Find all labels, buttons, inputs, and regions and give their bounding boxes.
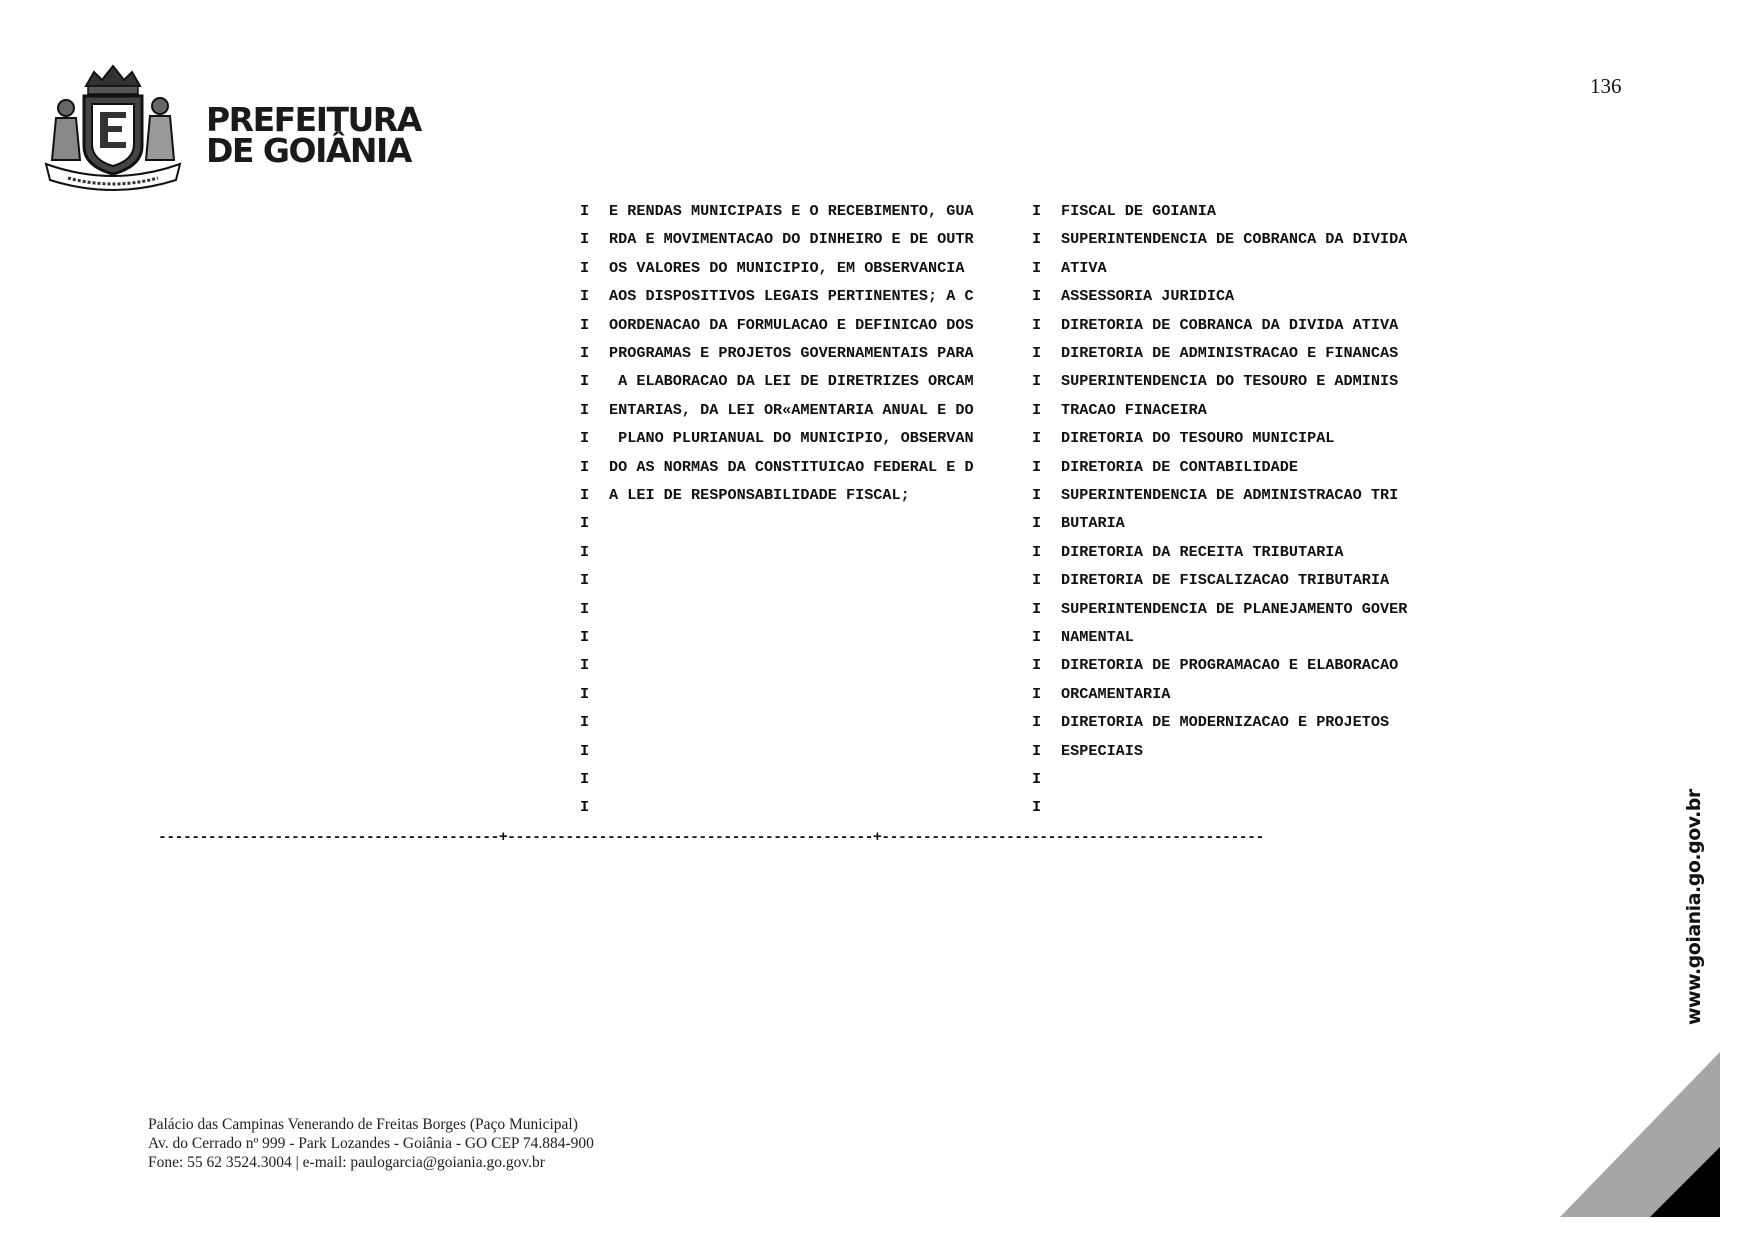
table-row (0, 600, 1754, 620)
row-organ: BUTARIA (1061, 514, 1125, 533)
separator-right: I (1032, 684, 1042, 703)
row-organ: DIRETORIA DE PROGRAMACAO E ELABORACAO (1061, 656, 1399, 675)
separator-right: I (1032, 230, 1042, 249)
table-row (0, 798, 1754, 818)
separator-left: I (580, 542, 590, 561)
row-organ: DIRETORIA DE COBRANCA DA DIVIDA ATIVA (1061, 315, 1399, 334)
row-description: A LEI DE RESPONSABILIDADE FISCAL; (609, 486, 910, 504)
row-description: E RENDAS MUNICIPAIS E O RECEBIMENTO, GUA (609, 202, 974, 220)
separator-left: I (580, 230, 590, 249)
table-row (0, 401, 1754, 421)
row-organ: ATIVA (1061, 258, 1107, 277)
row-organ: DIRETORIA DA RECEITA TRIBUTARIA (1061, 542, 1344, 561)
separator-right: I (1032, 713, 1042, 732)
row-organ: DIRETORIA DE CONTABILIDADE (1061, 457, 1298, 476)
table-bottom-rule: -----------------------------------------+--------------------------------------------+---------------------------------------------- (158, 830, 1264, 846)
footer-line-3: Fone: 55 62 3524.3004 | e-mail: paulogarcia@goiania.go.gov.br (148, 1154, 545, 1171)
separator-left: I (580, 656, 590, 675)
table-row (0, 344, 1754, 364)
separator-left: I (580, 400, 590, 419)
table-row (0, 259, 1754, 279)
row-organ: DIRETORIA DE MODERNIZACAO E PROJETOS (1061, 713, 1390, 732)
separator-right: I (1032, 599, 1042, 618)
separator-left: I (580, 770, 590, 788)
separator-right: I (1032, 287, 1042, 306)
table-row (0, 628, 1754, 648)
separator-left: I (580, 315, 590, 334)
row-organ: TRACAO FINACEIRA (1061, 400, 1207, 419)
table-row (0, 287, 1754, 307)
separator-left: I (580, 798, 590, 817)
separator-left: I (580, 571, 590, 590)
table-row (0, 202, 1754, 222)
table-row (0, 429, 1754, 449)
separator-left: I (580, 599, 590, 618)
separator-right: I (1032, 798, 1042, 817)
row-organ: NAMENTAL (1061, 628, 1134, 646)
row-organ: DIRETORIA DO TESOURO MUNICIPAL (1061, 429, 1335, 448)
table-row (0, 742, 1754, 762)
separator-left: I (580, 429, 590, 448)
separator-right: I (1032, 400, 1042, 419)
separator-right: I (1032, 315, 1042, 334)
table-row (0, 571, 1754, 591)
row-description: PLANO PLURIANUAL DO MUNICIPIO, OBSERVAN (609, 429, 974, 448)
row-organ: SUPERINTENDENCIA DE ADMINISTRACAO TRI (1061, 486, 1399, 504)
website-url: www.goiania.go.gov.br (1683, 789, 1705, 1025)
brand-line-2: DE GOIÂNIA (206, 131, 411, 170)
table-row (0, 230, 1754, 250)
separator-right: I (1032, 429, 1042, 448)
separator-right: I (1032, 656, 1042, 675)
separator-left: I (580, 713, 590, 732)
row-organ: SUPERINTENDENCIA DE COBRANCA DA DIVIDA (1061, 230, 1408, 249)
table-row (0, 685, 1754, 705)
separator-left: I (580, 628, 590, 646)
footer-line-1: Palácio das Campinas Venerando de Freitas Borges (Paço Municipal) (148, 1116, 578, 1133)
separator-right: I (1032, 741, 1042, 760)
prefeitura-wordmark (206, 100, 421, 170)
separator-left: I (580, 258, 590, 277)
row-description: AOS DISPOSITIVOS LEGAIS PERTINENTES; A C (609, 287, 974, 306)
separator-right: I (1032, 258, 1042, 277)
row-organ: ORCAMENTARIA (1061, 684, 1171, 703)
separator-right: I (1032, 514, 1042, 533)
row-description: PROGRAMAS E PROJETOS GOVERNAMENTAIS PARA (609, 344, 974, 362)
table-row (0, 713, 1754, 733)
separator-right: I (1032, 571, 1042, 590)
separator-right: I (1032, 457, 1042, 476)
separator-right: I (1032, 344, 1042, 362)
table-row (0, 770, 1754, 790)
row-description: OS VALORES DO MUNICIPIO, EM OBSERVANCIA (609, 258, 965, 277)
row-organ: SUPERINTENDENCIA DO TESOURO E ADMINIS (1061, 372, 1399, 391)
row-organ: DIRETORIA DE ADMINISTRACAO E FINANCAS (1061, 344, 1399, 362)
table-row (0, 316, 1754, 336)
separator-left: I (580, 684, 590, 703)
row-organ: SUPERINTENDENCIA DE PLANEJAMENTO GOVER (1061, 599, 1408, 618)
separator-left: I (580, 457, 590, 476)
separator-left: I (580, 372, 590, 391)
table-row (0, 656, 1754, 676)
row-organ: FISCAL DE GOIANIA (1061, 202, 1216, 220)
separator-right: I (1032, 628, 1042, 646)
row-description: A ELABORACAO DA LEI DE DIRETRIZES ORCAM (609, 372, 974, 391)
separator-right: I (1032, 372, 1042, 391)
row-description: OORDENACAO DA FORMULACAO E DEFINICAO DOS (609, 315, 974, 334)
coat-of-arms-icon (38, 60, 188, 196)
separator-right: I (1032, 542, 1042, 561)
separator-left: I (580, 486, 590, 504)
row-organ: DIRETORIA DE FISCALIZACAO TRIBUTARIA (1061, 571, 1390, 590)
brand-line-1: PREFEITURA (206, 100, 421, 139)
prefeitura-logo (38, 60, 421, 200)
row-organ: ASSESSORIA JURIDICA (1061, 287, 1235, 306)
separator-left: I (580, 741, 590, 760)
separator-right: I (1032, 486, 1042, 504)
row-description: ENTARIAS, DA LEI OR«AMENTARIA ANUAL E DO (609, 400, 974, 419)
separator-right: I (1032, 770, 1042, 788)
table-row (0, 458, 1754, 478)
separator-left: I (580, 514, 590, 533)
footer-address (148, 1115, 594, 1172)
corner-triangle-decoration (1560, 1052, 1720, 1217)
row-description: DO AS NORMAS DA CONSTITUICAO FEDERAL E D (609, 457, 974, 476)
separator-left: I (580, 202, 590, 220)
table-row (0, 514, 1754, 534)
table-row (0, 372, 1754, 392)
row-organ: ESPECIAIS (1061, 741, 1144, 760)
table-row (0, 486, 1754, 506)
row-description: RDA E MOVIMENTACAO DO DINHEIRO E DE OUTR (609, 230, 974, 249)
separator-left: I (580, 344, 590, 362)
table-row (0, 543, 1754, 563)
page-number: 136 (1590, 74, 1622, 98)
footer-line-2: Av. do Cerrado nº 999 - Park Lozandes - Goiânia - GO CEP 74.884-900 (148, 1135, 594, 1152)
separator-right: I (1032, 202, 1042, 220)
separator-left: I (580, 287, 590, 306)
